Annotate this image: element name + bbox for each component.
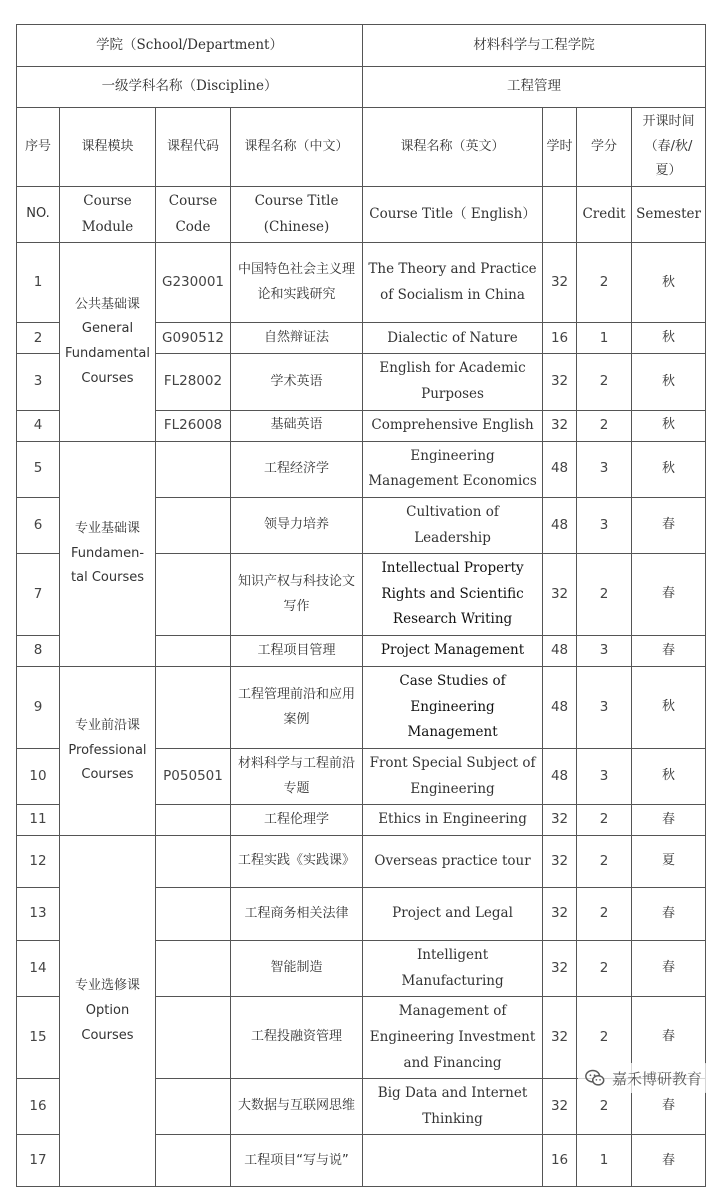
header-row-cn xyxy=(17,108,706,187)
row-semester: 春 xyxy=(632,940,706,996)
row-code: FL28002 xyxy=(156,354,231,410)
row-code xyxy=(156,1079,231,1135)
row-semester: 春 xyxy=(632,1135,706,1187)
row-credit: 2 xyxy=(577,410,632,441)
module-cell: 专业选修课 Option Courses xyxy=(60,835,156,1186)
row-code xyxy=(156,1135,231,1187)
row-credit: 3 xyxy=(577,636,632,667)
row-no: 13 xyxy=(17,887,60,940)
row-title-cn: 知识产权与科技论文写作 xyxy=(231,554,363,636)
col-en-semester: Semester xyxy=(632,187,706,243)
col-cn-module: 课程模块 xyxy=(60,108,156,187)
row-credit: 3 xyxy=(577,497,632,553)
row-code: P050501 xyxy=(156,749,231,805)
col-cn-credit: 学分 xyxy=(577,108,632,187)
row-title-cn: 工程实践《实践课》 xyxy=(231,835,363,887)
row-title-cn: 学术英语 xyxy=(231,354,363,410)
row-title-en: Case Studies of Engineering Management xyxy=(363,667,543,749)
row-no: 17 xyxy=(17,1135,60,1187)
row-hours: 32 xyxy=(543,835,577,887)
row-semester: 春 xyxy=(632,887,706,940)
row-semester: 春 xyxy=(632,554,706,636)
row-hours: 32 xyxy=(543,997,577,1079)
row-title-cn: 大数据与互联网思维 xyxy=(231,1079,363,1135)
row-title-en: The Theory and Practice of Socialism in China xyxy=(363,243,543,323)
row-code xyxy=(156,497,231,553)
row-title-en: Intelligent Manufacturing xyxy=(363,940,543,996)
row-no: 14 xyxy=(17,940,60,996)
row-title-cn: 领导力培养 xyxy=(231,497,363,553)
row-title-en: Comprehensive English xyxy=(363,410,543,441)
row-no: 7 xyxy=(17,554,60,636)
discipline-row xyxy=(17,67,706,108)
school-row xyxy=(17,25,706,67)
row-no: 1 xyxy=(17,243,60,323)
row-semester: 秋 xyxy=(632,441,706,497)
col-en-title-cn: Course Title (Chinese) xyxy=(231,187,363,243)
row-credit: 1 xyxy=(577,323,632,354)
col-en-title-en: Course Title（ English） xyxy=(363,187,543,243)
row-semester: 春 xyxy=(632,1079,706,1135)
row-title-en: Management of Engineering Investment and Financing xyxy=(363,997,543,1079)
row-title-cn: 工程伦理学 xyxy=(231,805,363,836)
row-credit: 2 xyxy=(577,805,632,836)
header-row-en xyxy=(17,187,706,243)
row-hours: 48 xyxy=(543,636,577,667)
row-title-en: Big Data and Internet Thinking xyxy=(363,1079,543,1135)
row-title-en: Dialectic of Nature xyxy=(363,323,543,354)
row-no: 5 xyxy=(17,441,60,497)
row-title-cn: 工程项目“写与说” xyxy=(231,1135,363,1187)
row-credit: 3 xyxy=(577,667,632,749)
module-cell: 专业前沿课 Professional Courses xyxy=(60,667,156,836)
watermark-text: 嘉禾博研教育 xyxy=(611,1069,702,1088)
module-cell: 专业基础课 Fundamen-tal Courses xyxy=(60,441,156,666)
row-semester: 春 xyxy=(632,805,706,836)
row-title-cn: 中国特色社会主义理论和实践研究 xyxy=(231,243,363,323)
row-code xyxy=(156,805,231,836)
row-title-cn: 自然辩证法 xyxy=(231,323,363,354)
row-no: 6 xyxy=(17,497,60,553)
row-code xyxy=(156,835,231,887)
row-title-en: Front Special Subject of Engineering xyxy=(363,749,543,805)
row-hours: 32 xyxy=(543,243,577,323)
row-title-cn: 工程项目管理 xyxy=(231,636,363,667)
table-row xyxy=(17,441,706,497)
module-cell: 公共基础课 General Fundamental Courses xyxy=(60,243,156,441)
row-no: 9 xyxy=(17,667,60,749)
row-hours: 48 xyxy=(543,441,577,497)
row-title-en: Project and Legal xyxy=(363,887,543,940)
col-cn-hours: 学时 xyxy=(543,108,577,187)
row-semester: 秋 xyxy=(632,243,706,323)
row-hours: 32 xyxy=(543,354,577,410)
row-credit: 2 xyxy=(577,940,632,996)
col-cn-code: 课程代码 xyxy=(156,108,231,187)
row-no: 8 xyxy=(17,636,60,667)
row-title-en: Engineering Management Economics xyxy=(363,441,543,497)
row-code: FL26008 xyxy=(156,410,231,441)
col-en-code: Course Code xyxy=(156,187,231,243)
row-hours: 32 xyxy=(543,1079,577,1135)
row-credit: 2 xyxy=(577,354,632,410)
row-title-cn: 基础英语 xyxy=(231,410,363,441)
row-no: 4 xyxy=(17,410,60,441)
row-semester: 春 xyxy=(632,636,706,667)
row-title-cn: 工程商务相关法律 xyxy=(231,887,363,940)
row-title-cn: 工程经济学 xyxy=(231,441,363,497)
row-code xyxy=(156,887,231,940)
row-credit: 2 xyxy=(577,1079,632,1135)
col-cn-semester: 开课时间（春/秋/夏） xyxy=(632,108,706,187)
row-hours: 16 xyxy=(543,323,577,354)
row-title-en xyxy=(363,1135,543,1187)
table-row xyxy=(17,835,706,887)
row-semester: 春 xyxy=(632,497,706,553)
row-no: 16 xyxy=(17,1079,60,1135)
col-cn-title-cn: 课程名称（中文） xyxy=(231,108,363,187)
row-hours: 48 xyxy=(543,749,577,805)
discipline-label: 一级学科名称（Discipline） xyxy=(17,67,363,108)
row-no: 11 xyxy=(17,805,60,836)
row-title-cn: 材料科学与工程前沿专题 xyxy=(231,749,363,805)
row-no: 2 xyxy=(17,323,60,354)
row-semester: 秋 xyxy=(632,749,706,805)
row-hours: 32 xyxy=(543,887,577,940)
row-hours: 32 xyxy=(543,940,577,996)
row-code xyxy=(156,667,231,749)
row-hours: 32 xyxy=(543,410,577,441)
row-title-en: English for Academic Purposes xyxy=(363,354,543,410)
row-title-en: Overseas practice tour xyxy=(363,835,543,887)
row-semester: 春 xyxy=(632,997,706,1079)
table-row xyxy=(17,243,706,323)
row-hours: 16 xyxy=(543,1135,577,1187)
discipline-value: 工程管理 xyxy=(363,67,706,108)
row-code xyxy=(156,997,231,1079)
row-no: 15 xyxy=(17,997,60,1079)
row-semester: 秋 xyxy=(632,354,706,410)
row-code: G230001 xyxy=(156,243,231,323)
col-en-module: Course Module xyxy=(60,187,156,243)
col-cn-no: 序号 xyxy=(17,108,60,187)
row-title-cn: 工程投融资管理 xyxy=(231,997,363,1079)
row-code xyxy=(156,636,231,667)
row-title-en: Cultivation of Leadership xyxy=(363,497,543,553)
row-credit: 2 xyxy=(577,887,632,940)
school-label: 学院（School/Department） xyxy=(17,25,363,67)
row-code xyxy=(156,441,231,497)
watermark xyxy=(578,1063,708,1093)
row-title-cn: 工程管理前沿和应用案例 xyxy=(231,667,363,749)
row-credit: 3 xyxy=(577,441,632,497)
course-table xyxy=(16,24,706,1187)
wechat-icon xyxy=(584,1067,606,1089)
row-code xyxy=(156,940,231,996)
row-no: 3 xyxy=(17,354,60,410)
col-cn-title-en: 课程名称（英文） xyxy=(363,108,543,187)
row-hours: 48 xyxy=(543,667,577,749)
row-credit: 2 xyxy=(577,835,632,887)
school-value: 材料科学与工程学院 xyxy=(363,25,706,67)
row-hours: 32 xyxy=(543,805,577,836)
row-semester: 夏 xyxy=(632,835,706,887)
row-title-cn: 智能制造 xyxy=(231,940,363,996)
col-en-credit: Credit xyxy=(577,187,632,243)
row-title-en: Project Management xyxy=(363,636,543,667)
row-credit: 1 xyxy=(577,1135,632,1187)
row-hours: 48 xyxy=(543,497,577,553)
row-credit: 2 xyxy=(577,243,632,323)
row-code xyxy=(156,554,231,636)
row-code: G090512 xyxy=(156,323,231,354)
row-no: 10 xyxy=(17,749,60,805)
row-credit: 2 xyxy=(577,997,632,1079)
row-semester: 秋 xyxy=(632,410,706,441)
row-credit: 3 xyxy=(577,749,632,805)
col-en-no: NO. xyxy=(17,187,60,243)
col-en-hours xyxy=(543,187,577,243)
row-semester: 秋 xyxy=(632,323,706,354)
row-semester: 秋 xyxy=(632,667,706,749)
row-credit: 2 xyxy=(577,554,632,636)
row-no: 12 xyxy=(17,835,60,887)
table-row xyxy=(17,667,706,749)
row-hours: 32 xyxy=(543,554,577,636)
row-title-en: Ethics in Engineering xyxy=(363,805,543,836)
row-title-en: Intellectual Property Rights and Scientific Research Writing xyxy=(363,554,543,636)
